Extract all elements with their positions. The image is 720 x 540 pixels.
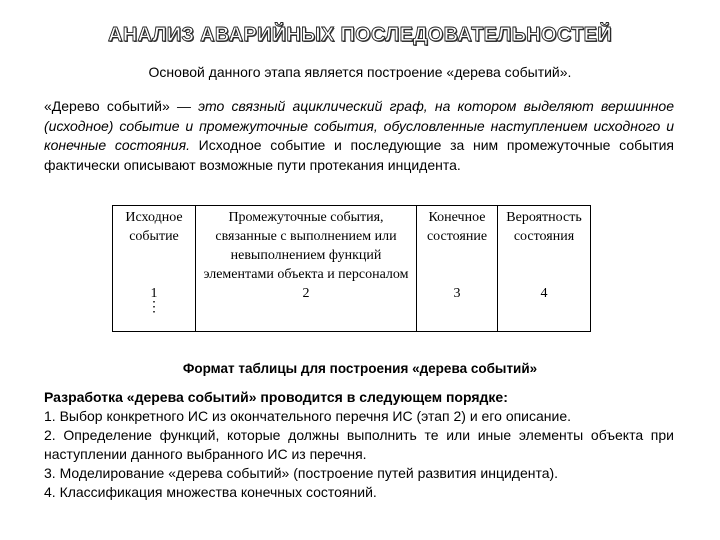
procedure-step-4: 4. Классификация множества конечных состояний. (44, 484, 377, 500)
definition-term: «Дерево событий» (44, 98, 170, 114)
definition-paragraph (44, 97, 674, 175)
header-intermediate-events: Промежуточные события, связанные с выполнением или невыполнением функций элементами объекта и персоналом (196, 206, 417, 285)
procedure-step-2: 2. Определение функций, которые должны выполнить те или иные элементы объекта при наступлении данного выбранного ИС из перечня. (44, 427, 674, 462)
procedure-step-1: 1. Выбор конкретного ИС из окончательного перечня ИС (этап 2) и его описание. (44, 408, 572, 424)
table-header-row (113, 206, 591, 285)
subtitle: Основой данного этапа является построение «дерева событий». (148, 64, 572, 80)
definition-plain: Исходное событие и последующие за ним промежуточные события фактически описывают возможные пути протекания инцидента. (44, 137, 674, 173)
cell-number-4: 4 (498, 284, 591, 332)
table-number-row (113, 284, 591, 332)
procedure-heading: Разработка «дерева событий» проводится в следующем порядке: (44, 389, 508, 405)
cell-number-3: 3 (417, 284, 498, 332)
header-probability: Вероятность состояния (498, 206, 591, 285)
procedure-section (44, 388, 674, 502)
definition-italic: — это связный ациклический граф, на котором выделяют вершинное (исходное) событие и промежуточные события, обусловленные наступлением исходного и конечные состояния. (44, 98, 674, 153)
header-final-state: Конечное состояние (417, 206, 498, 285)
cell-number-2: 2 (196, 284, 417, 332)
event-tree-table (112, 205, 591, 332)
continuation-dots: ⋮ (147, 300, 161, 315)
number-1: 1 (150, 286, 158, 301)
header-initial-event: Исходное событие (113, 206, 196, 285)
table-caption: Формат таблицы для построения «дерева событий» (182, 361, 538, 376)
page-title: АНАЛИЗ АВАРИЙНЫХ ПОСЛЕДОВАТЕЛЬНОСТЕЙ (107, 24, 612, 46)
procedure-step-3: 3. Моделирование «дерева событий» (построение путей развития инцидента). (44, 465, 559, 481)
cell-number-1 (113, 284, 196, 332)
